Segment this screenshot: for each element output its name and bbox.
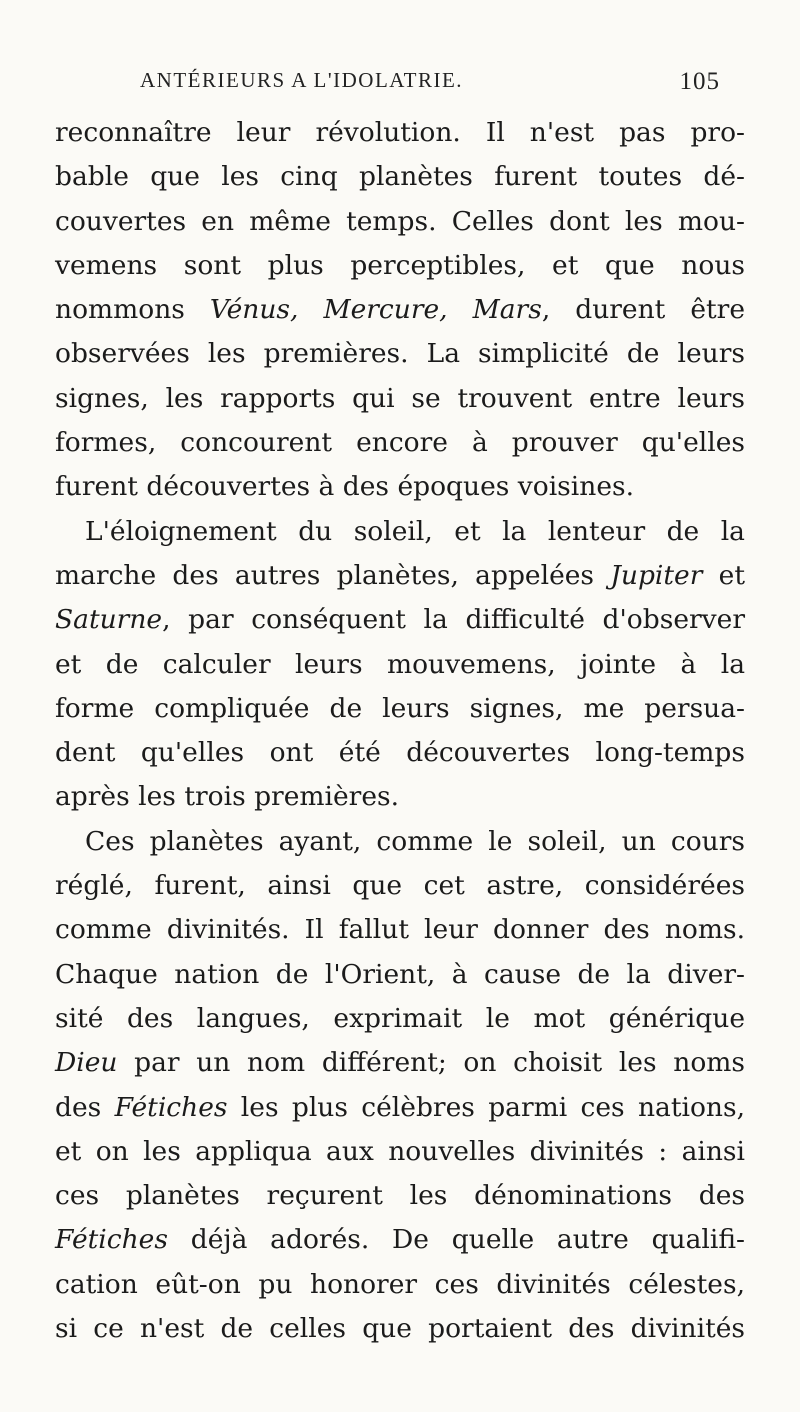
text-run: et bbox=[702, 559, 745, 591]
italic-text: Fétiches bbox=[55, 1224, 168, 1256]
text-line: vemens sont plus perceptibles, et que nous bbox=[55, 249, 745, 281]
text-line bbox=[55, 1218, 745, 1262]
text-line bbox=[55, 1086, 745, 1130]
italic-text: Jupiter bbox=[610, 559, 703, 591]
text-line: après les trois premières. bbox=[55, 781, 400, 813]
italic-text: Dieu bbox=[55, 1047, 118, 1079]
text-line: Chaque nation de l'Orient, à cause de la diver- bbox=[55, 958, 745, 990]
text-line: observées les premières. La simplicité de leurs bbox=[55, 338, 745, 370]
text-run: , durent être bbox=[541, 294, 746, 326]
text-line: formes, concourent encore à prouver qu'elles bbox=[55, 427, 745, 459]
text-line: Ces planètes ayant, comme le soleil, un cours bbox=[85, 825, 745, 857]
text-run: , par conséquent la difficulté d'observer bbox=[162, 604, 745, 636]
text-run: nommons bbox=[55, 294, 210, 326]
text-line bbox=[55, 554, 745, 598]
text-line: forme compliquée de leurs signes, me persua- bbox=[55, 692, 745, 724]
text-line: dent qu'elles ont été découvertes long-temps bbox=[55, 737, 745, 769]
text-line: cation eût-on pu honorer ces divinités célestes, bbox=[55, 1268, 745, 1300]
text-line: bable que les cinq planètes furent toutes dé- bbox=[55, 161, 745, 193]
body-text bbox=[55, 111, 745, 1351]
running-head-title: ANTÉRIEURS A L'IDOLATRIE. bbox=[140, 68, 464, 92]
italic-text: Fétiches bbox=[114, 1091, 228, 1123]
text-line: réglé, furent, ainsi que cet astre, considérées bbox=[55, 870, 745, 902]
text-line: si ce n'est de celles que portaient des divinités bbox=[55, 1313, 745, 1345]
text-line: et de calculer leurs mouvemens, jointe à la bbox=[55, 648, 745, 680]
text-line: signes, les rapports qui se trouvent entre leurs bbox=[55, 382, 745, 414]
text-line: sité des langues, exprimait le mot générique bbox=[55, 1002, 745, 1034]
text-line: reconnaître leur révolution. Il n'est pas pro- bbox=[55, 117, 745, 148]
text-line: couvertes en même temps. Celles dont les mou- bbox=[55, 205, 745, 237]
text-run: des bbox=[55, 1091, 115, 1123]
page-number: 105 bbox=[679, 68, 720, 95]
text-line bbox=[55, 598, 745, 642]
text-line: et on les appliqua aux nouvelles divinités : ainsi bbox=[55, 1135, 745, 1167]
text-line: comme divinités. Il fallut leur donner des noms. bbox=[55, 914, 745, 946]
text-run: déjà adorés. De quelle autre qualifi- bbox=[167, 1224, 745, 1256]
text-run: les plus célèbres parmi ces nations, bbox=[227, 1091, 745, 1123]
text-line bbox=[55, 288, 745, 332]
text-line: ces planètes reçurent les dénominations des bbox=[55, 1180, 745, 1212]
running-head bbox=[140, 68, 720, 98]
text-run: par un nom différent; on choisit les noms bbox=[117, 1047, 745, 1079]
text-line bbox=[55, 1041, 745, 1085]
italic-text: Saturne bbox=[55, 604, 163, 636]
text-line: furent découvertes à des époques voisines. bbox=[55, 471, 635, 503]
text-line: L'éloignement du soleil, et la lenteur de la bbox=[85, 515, 745, 547]
text-run: marche des autres planètes, appelées bbox=[55, 559, 611, 591]
italic-text: Vénus, Mercure, Mars bbox=[209, 294, 542, 326]
